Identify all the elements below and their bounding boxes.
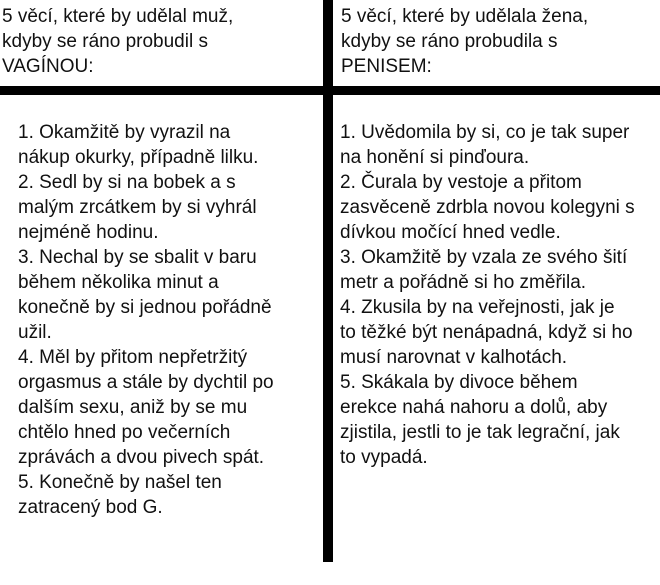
right-list-line: to těžké být nenápadná, když si ho xyxy=(340,322,633,343)
right-list-line: zasvěceně zdrbla novou kolegyni s xyxy=(340,197,635,218)
left-list-line: 3. Nechal by se sbalit v baru xyxy=(18,247,257,268)
left-list-line: zprávách a dvou pivech spát. xyxy=(18,447,265,468)
vertical-divider xyxy=(323,0,333,562)
right-list-line: 3. Okamžitě by vzala ze svého šití xyxy=(340,247,628,268)
right-list-line: 1. Uvědomila by si, co je tak super xyxy=(340,122,630,143)
right-header-line: kdyby se ráno probudila s xyxy=(341,31,558,52)
left-list-line: nákup okurky, případně lilku. xyxy=(18,147,259,168)
left-list-line: užil. xyxy=(18,322,52,343)
right-list-line: metr a pořádně si ho změřila. xyxy=(340,272,587,293)
left-list-line: 5. Konečně by našel ten xyxy=(18,472,222,493)
left-list-line: orgasmus a stále by dychtil po xyxy=(18,372,274,393)
left-list-line: 2. Sedl by si na bobek a s xyxy=(18,172,236,193)
left-list-line: chtělo hned po večerních xyxy=(18,422,231,443)
left-list-line: malým zrcátkem by si vyhrál xyxy=(18,197,257,218)
left-header xyxy=(2,4,233,79)
right-header-line: 5 věcí, které by udělala žena, xyxy=(341,6,589,27)
right-list-line: na honění si pinďoura. xyxy=(340,147,530,168)
right-header xyxy=(341,4,588,79)
left-list-line: 1. Okamžitě by vyrazil na xyxy=(18,122,231,143)
right-list-line: zjistila, jestli to je tak legrační, jak xyxy=(340,422,620,443)
left-list-line: nejméně hodinu. xyxy=(18,222,159,243)
right-list-line: musí narovnat v kalhotách. xyxy=(340,347,568,368)
left-header-line: VAGÍNOU: xyxy=(2,56,94,77)
right-list-line: to vypadá. xyxy=(340,447,428,468)
right-list-line: erekce nahá nahoru a dolů, aby xyxy=(340,397,608,418)
right-list-line: 2. Čurala by vestoje a přitom xyxy=(340,172,582,193)
left-list xyxy=(18,120,274,520)
right-list-line: 4. Zkusila by na veřejnosti, jak je xyxy=(340,297,615,318)
left-header-line: kdyby se ráno probudil s xyxy=(2,31,208,52)
right-header-line: PENISEM: xyxy=(341,56,432,77)
left-list-line: zatracený bod G. xyxy=(18,497,163,518)
right-list-line: 5. Skákala by divoce během xyxy=(340,372,578,393)
right-list-line: dívkou močící hned vedle. xyxy=(340,222,561,243)
left-list-line: dalším sexu, aniž by se mu xyxy=(18,397,248,418)
right-list xyxy=(340,120,635,470)
left-list-line: 4. Měl by přitom nepřetržitý xyxy=(18,347,248,368)
left-list-line: konečně by si jednou pořádně xyxy=(18,297,272,318)
left-list-line: během několika minut a xyxy=(18,272,219,293)
left-header-line: 5 věcí, které by udělal muž, xyxy=(2,6,234,27)
